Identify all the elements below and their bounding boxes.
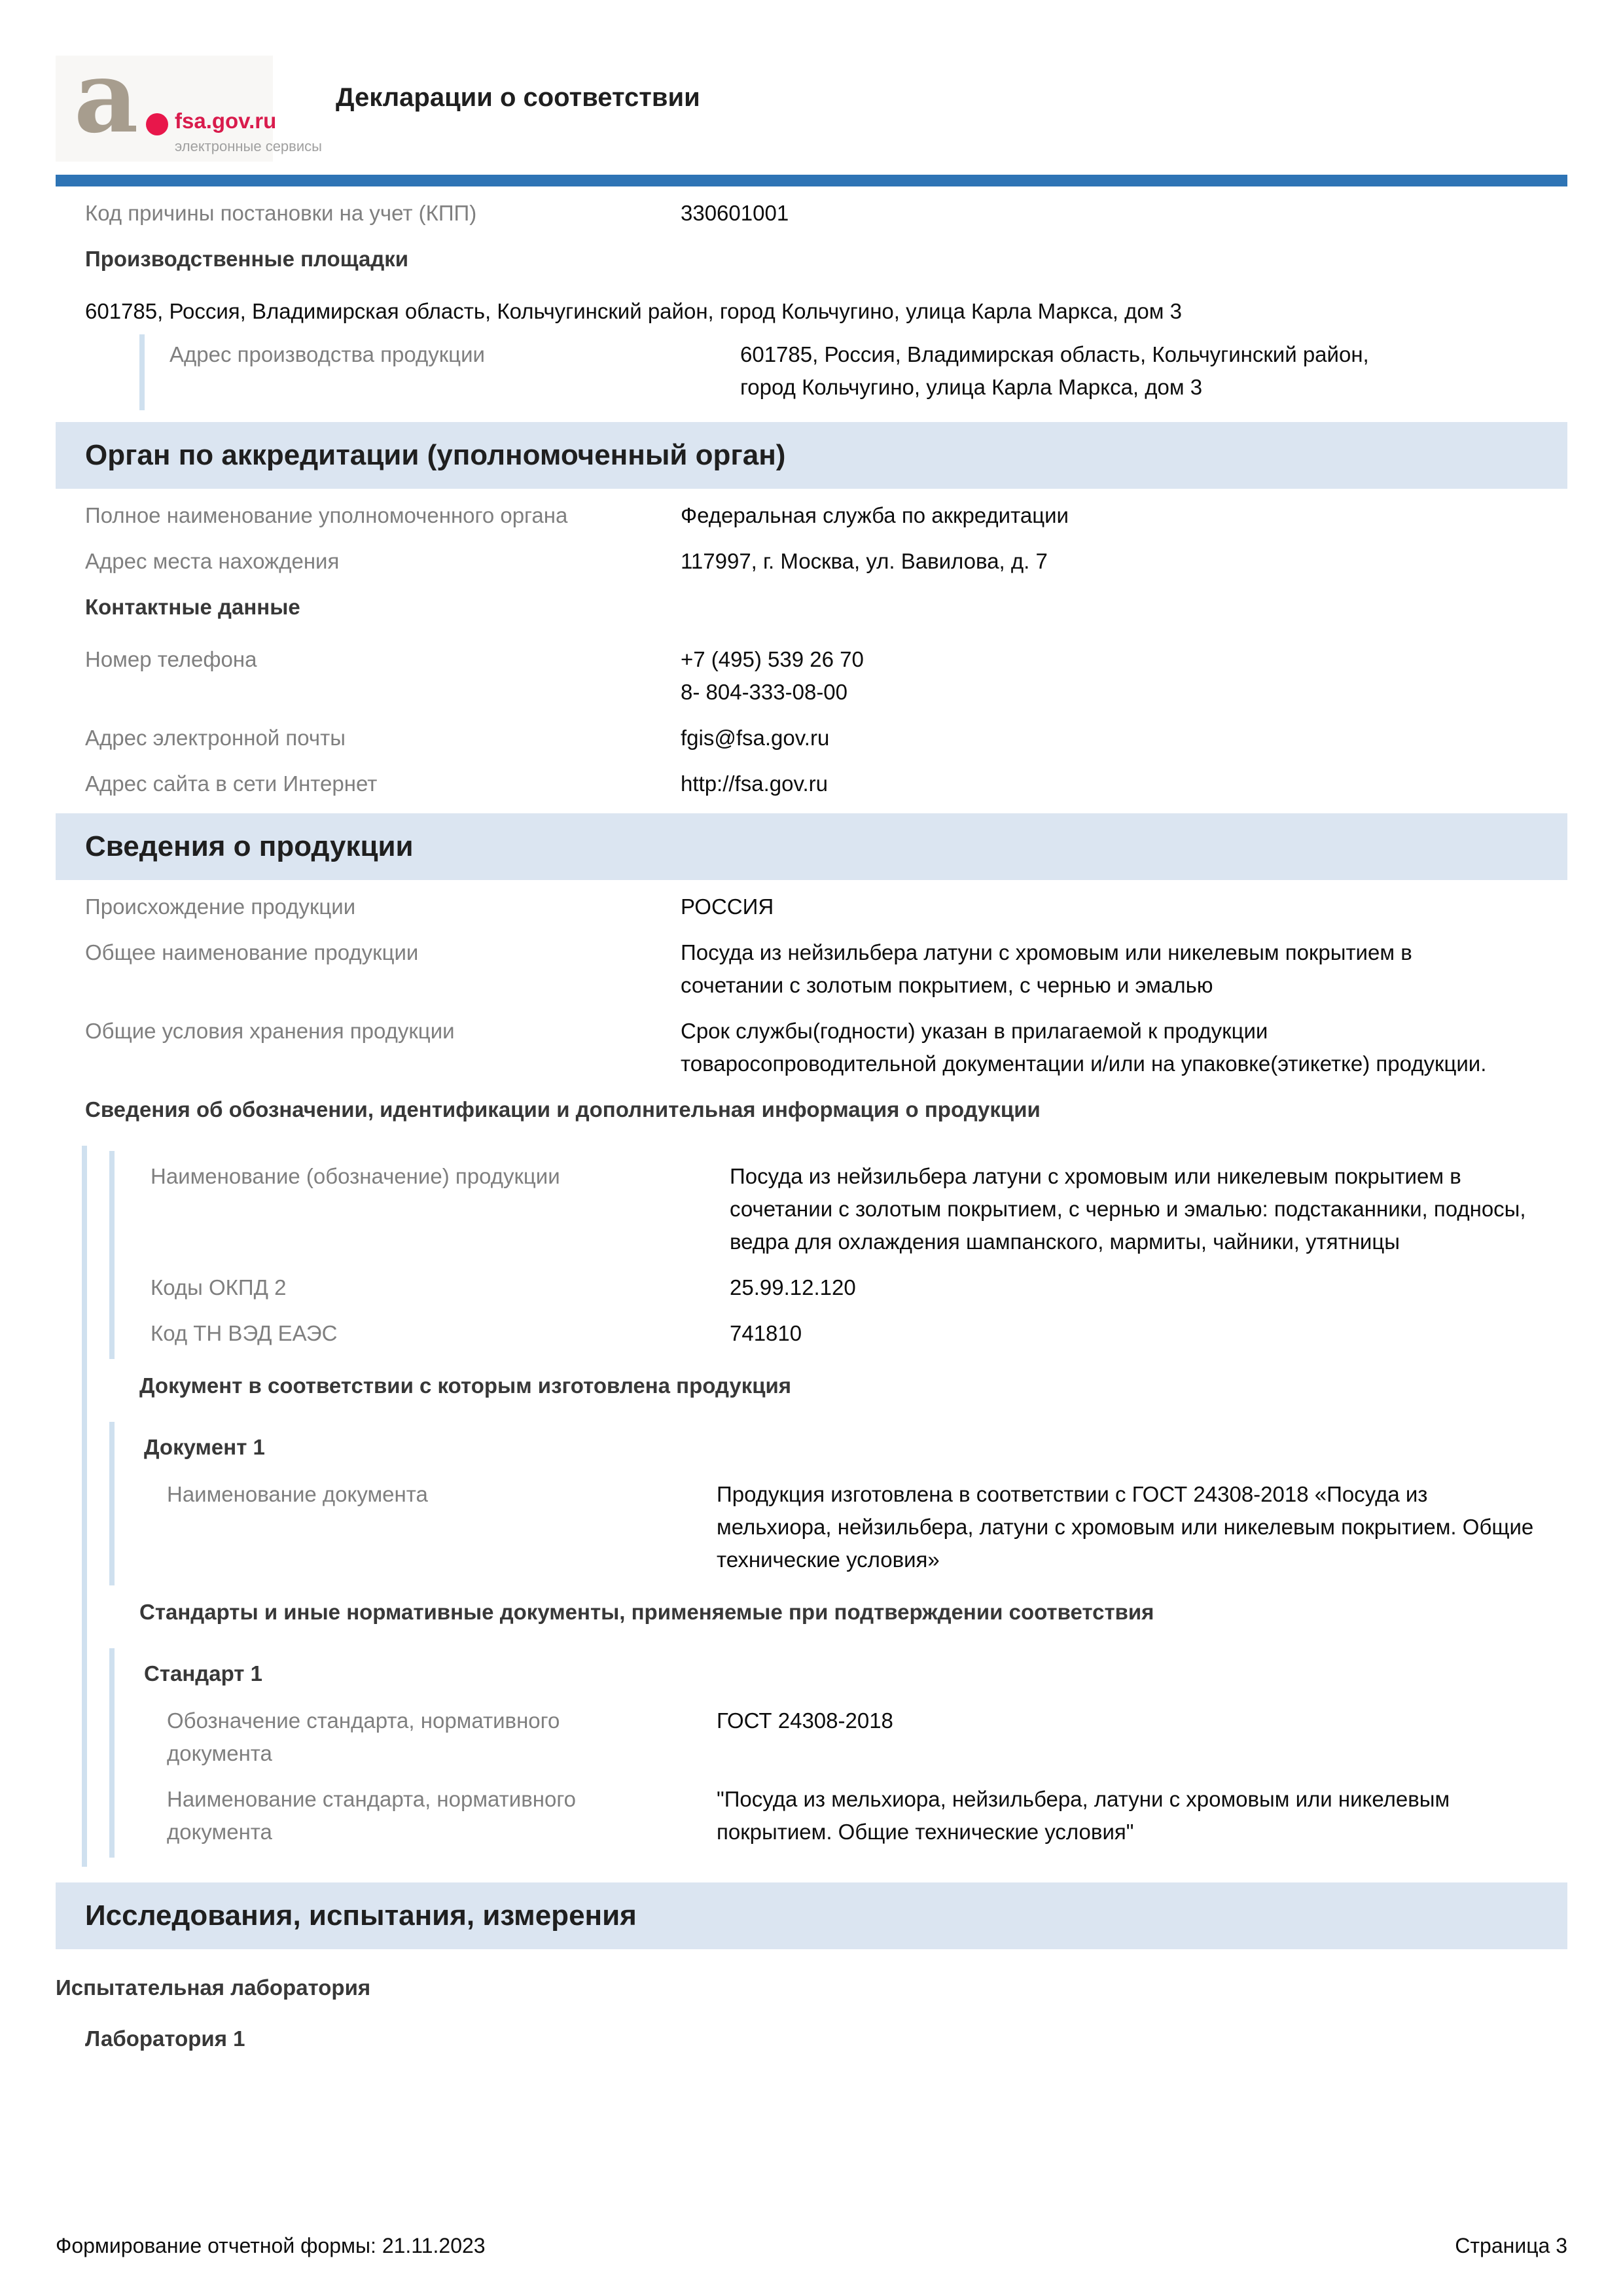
- product-identification-subblock: [109, 1151, 1567, 1359]
- standard1-designation-label: Обозначение стандарта, нормативного документа: [167, 1708, 560, 1765]
- kpp-value: 330601001: [681, 201, 789, 225]
- okpd2-value: 25.99.12.120: [730, 1275, 856, 1299]
- standard1-name-row: [115, 1783, 1567, 1848]
- product-name-label: Наименование (обозначение) продукции: [151, 1164, 560, 1188]
- testing-lab-heading: Испытательная лаборатория: [56, 1975, 371, 2000]
- document1-name-value: Продукция изготовлена в соответствии с ГОСТ 24308-2018 «Посуда из мельхиора, нейзильбера, латуни с хромовым или никелевым покрытием. Общие технические условия»: [717, 1482, 1534, 1572]
- document1-name-label: Наименование документа: [167, 1482, 428, 1506]
- authority-name-label: Полное наименование уполномоченного органа: [85, 503, 568, 527]
- website-label: Адрес сайта в сети Интернет: [85, 771, 378, 796]
- okpd2-row: [115, 1271, 1567, 1304]
- standard1-subblock: [109, 1648, 1567, 1858]
- contacts-heading: Контактные данные: [85, 595, 300, 619]
- production-sites-heading: Производственные площадки: [85, 247, 409, 271]
- document1-subblock: [109, 1422, 1567, 1585]
- phone-row: [85, 643, 1567, 709]
- document1-name-row: [115, 1478, 1567, 1576]
- authority-address-value: 117997, г. Москва, ул. Вавилова, д. 7: [681, 549, 1048, 573]
- production-site-address: 601785, Россия, Владимирская область, Кольчугинский район, город Кольчугино, улица Карла Маркса, дом 3: [85, 299, 1182, 323]
- header-divider: [56, 175, 1567, 186]
- production-address-row: [169, 338, 1567, 404]
- lab1-heading: Лаборатория 1: [85, 2026, 245, 2051]
- page-title: Декларации о соответствии: [336, 83, 700, 112]
- fsa-logo-dot-icon: [146, 113, 168, 135]
- authority-name-value: Федеральная служба по аккредитации: [681, 503, 1069, 527]
- common-name-row: [85, 936, 1567, 1002]
- standards-heading: Стандарты и иные нормативные документы, применяемые при подтверждении соответствия: [139, 1600, 1154, 1624]
- standard1-name-value: "Посуда из мельхиора, нейзильбера, латуни с хромовым или никелевым покрытием. Общие технические условия": [717, 1787, 1450, 1844]
- page-footer: [56, 2234, 1567, 2258]
- phone-label: Номер телефона: [85, 647, 257, 671]
- email-value: fgis@fsa.gov.ru: [681, 726, 830, 750]
- document1-heading: Документ 1: [144, 1435, 265, 1459]
- tnved-row: [115, 1317, 1567, 1350]
- authority-name-row: [85, 499, 1567, 532]
- common-name-label: Общее наименование продукции: [85, 940, 419, 964]
- tnved-label: Код ТН ВЭД ЕАЭС: [151, 1321, 338, 1345]
- okpd2-label: Коды ОКПД 2: [151, 1275, 287, 1299]
- fsa-logo: [56, 38, 322, 162]
- phone-value-line1: +7 (495) 539 26 70: [681, 647, 864, 671]
- product-info-section-heading: Сведения о продукции: [56, 813, 1567, 880]
- footer-page-number: Страница 3: [1455, 2234, 1567, 2257]
- identification-block: [82, 1146, 1567, 1867]
- production-address-block: [139, 334, 1567, 410]
- website-value: http://fsa.gov.ru: [681, 771, 829, 796]
- document-body: [56, 197, 1567, 2055]
- fsa-logo-text: [175, 109, 322, 155]
- website-row: [85, 768, 1567, 800]
- authority-address-row: [85, 545, 1567, 578]
- identification-heading: Сведения об обозначении, идентификации и дополнительная информация о продукции: [85, 1097, 1041, 1122]
- authority-address-label: Адрес места нахождения: [85, 549, 340, 573]
- standard1-designation-value: ГОСТ 24308-2018: [717, 1708, 893, 1733]
- production-address-label: Адрес производства продукции: [169, 342, 485, 366]
- kpp-label: Код причины постановки на учет (КПП): [85, 201, 477, 225]
- storage-value: Срок службы(годности) указан в прилагаемой к продукции товаросопроводительной документации и/или на упаковке(этикетке) продукции.: [681, 1019, 1487, 1076]
- manufacture-doc-heading: Документ в соответствии с которым изготовлена продукция: [139, 1373, 792, 1398]
- research-section-heading: Исследования, испытания, измерения: [56, 1882, 1567, 1949]
- storage-label: Общие условия хранения продукции: [85, 1019, 455, 1043]
- common-name-value: Посуда из нейзильбера латуни с хромовым или никелевым покрытием в сочетании с золотым покрытием, с чернью и эмалью: [681, 940, 1412, 997]
- origin-label: Происхождение продукции: [85, 894, 356, 919]
- production-address-value: 601785, Россия, Владимирская область, Кольчугинский район, город Кольчугино, улица Карла Маркса, дом 3: [740, 342, 1369, 399]
- page-header: [56, 38, 1567, 166]
- phone-value-line2: 8- 804-333-08-00: [681, 680, 848, 704]
- email-row: [85, 722, 1567, 754]
- storage-row: [85, 1015, 1567, 1080]
- standard1-heading: Стандарт 1: [144, 1661, 262, 1686]
- fsa-logo-mark: а: [74, 38, 139, 155]
- product-name-value: Посуда из нейзильбера латуни с хромовым или никелевым покрытием в сочетании с золотым покрытием, с чернью и эмалью: подстаканники, подносы, ведра для охлаждения шампанского, мармиты, чайники, утятницы: [730, 1164, 1526, 1254]
- standard1-name-label: Наименование стандарта, нормативного документа: [167, 1787, 576, 1844]
- accreditation-body-section-heading: Орган по аккредитации (уполномоченный орган): [56, 422, 1567, 489]
- fsa-logo-tagline: электронные сервисы: [175, 138, 322, 155]
- standard1-designation-row: [115, 1704, 1567, 1770]
- tnved-value: 741810: [730, 1321, 802, 1345]
- product-name-row: [115, 1160, 1567, 1258]
- fsa-logo-domain: fsa.gov.ru: [175, 109, 277, 133]
- kpp-row: [85, 197, 1567, 230]
- phone-value: [681, 643, 1512, 709]
- origin-row: [85, 891, 1567, 923]
- footer-generated-date: Формирование отчетной формы: 21.11.2023: [56, 2234, 486, 2257]
- origin-value: РОССИЯ: [681, 894, 774, 919]
- email-label: Адрес электронной почты: [85, 726, 346, 750]
